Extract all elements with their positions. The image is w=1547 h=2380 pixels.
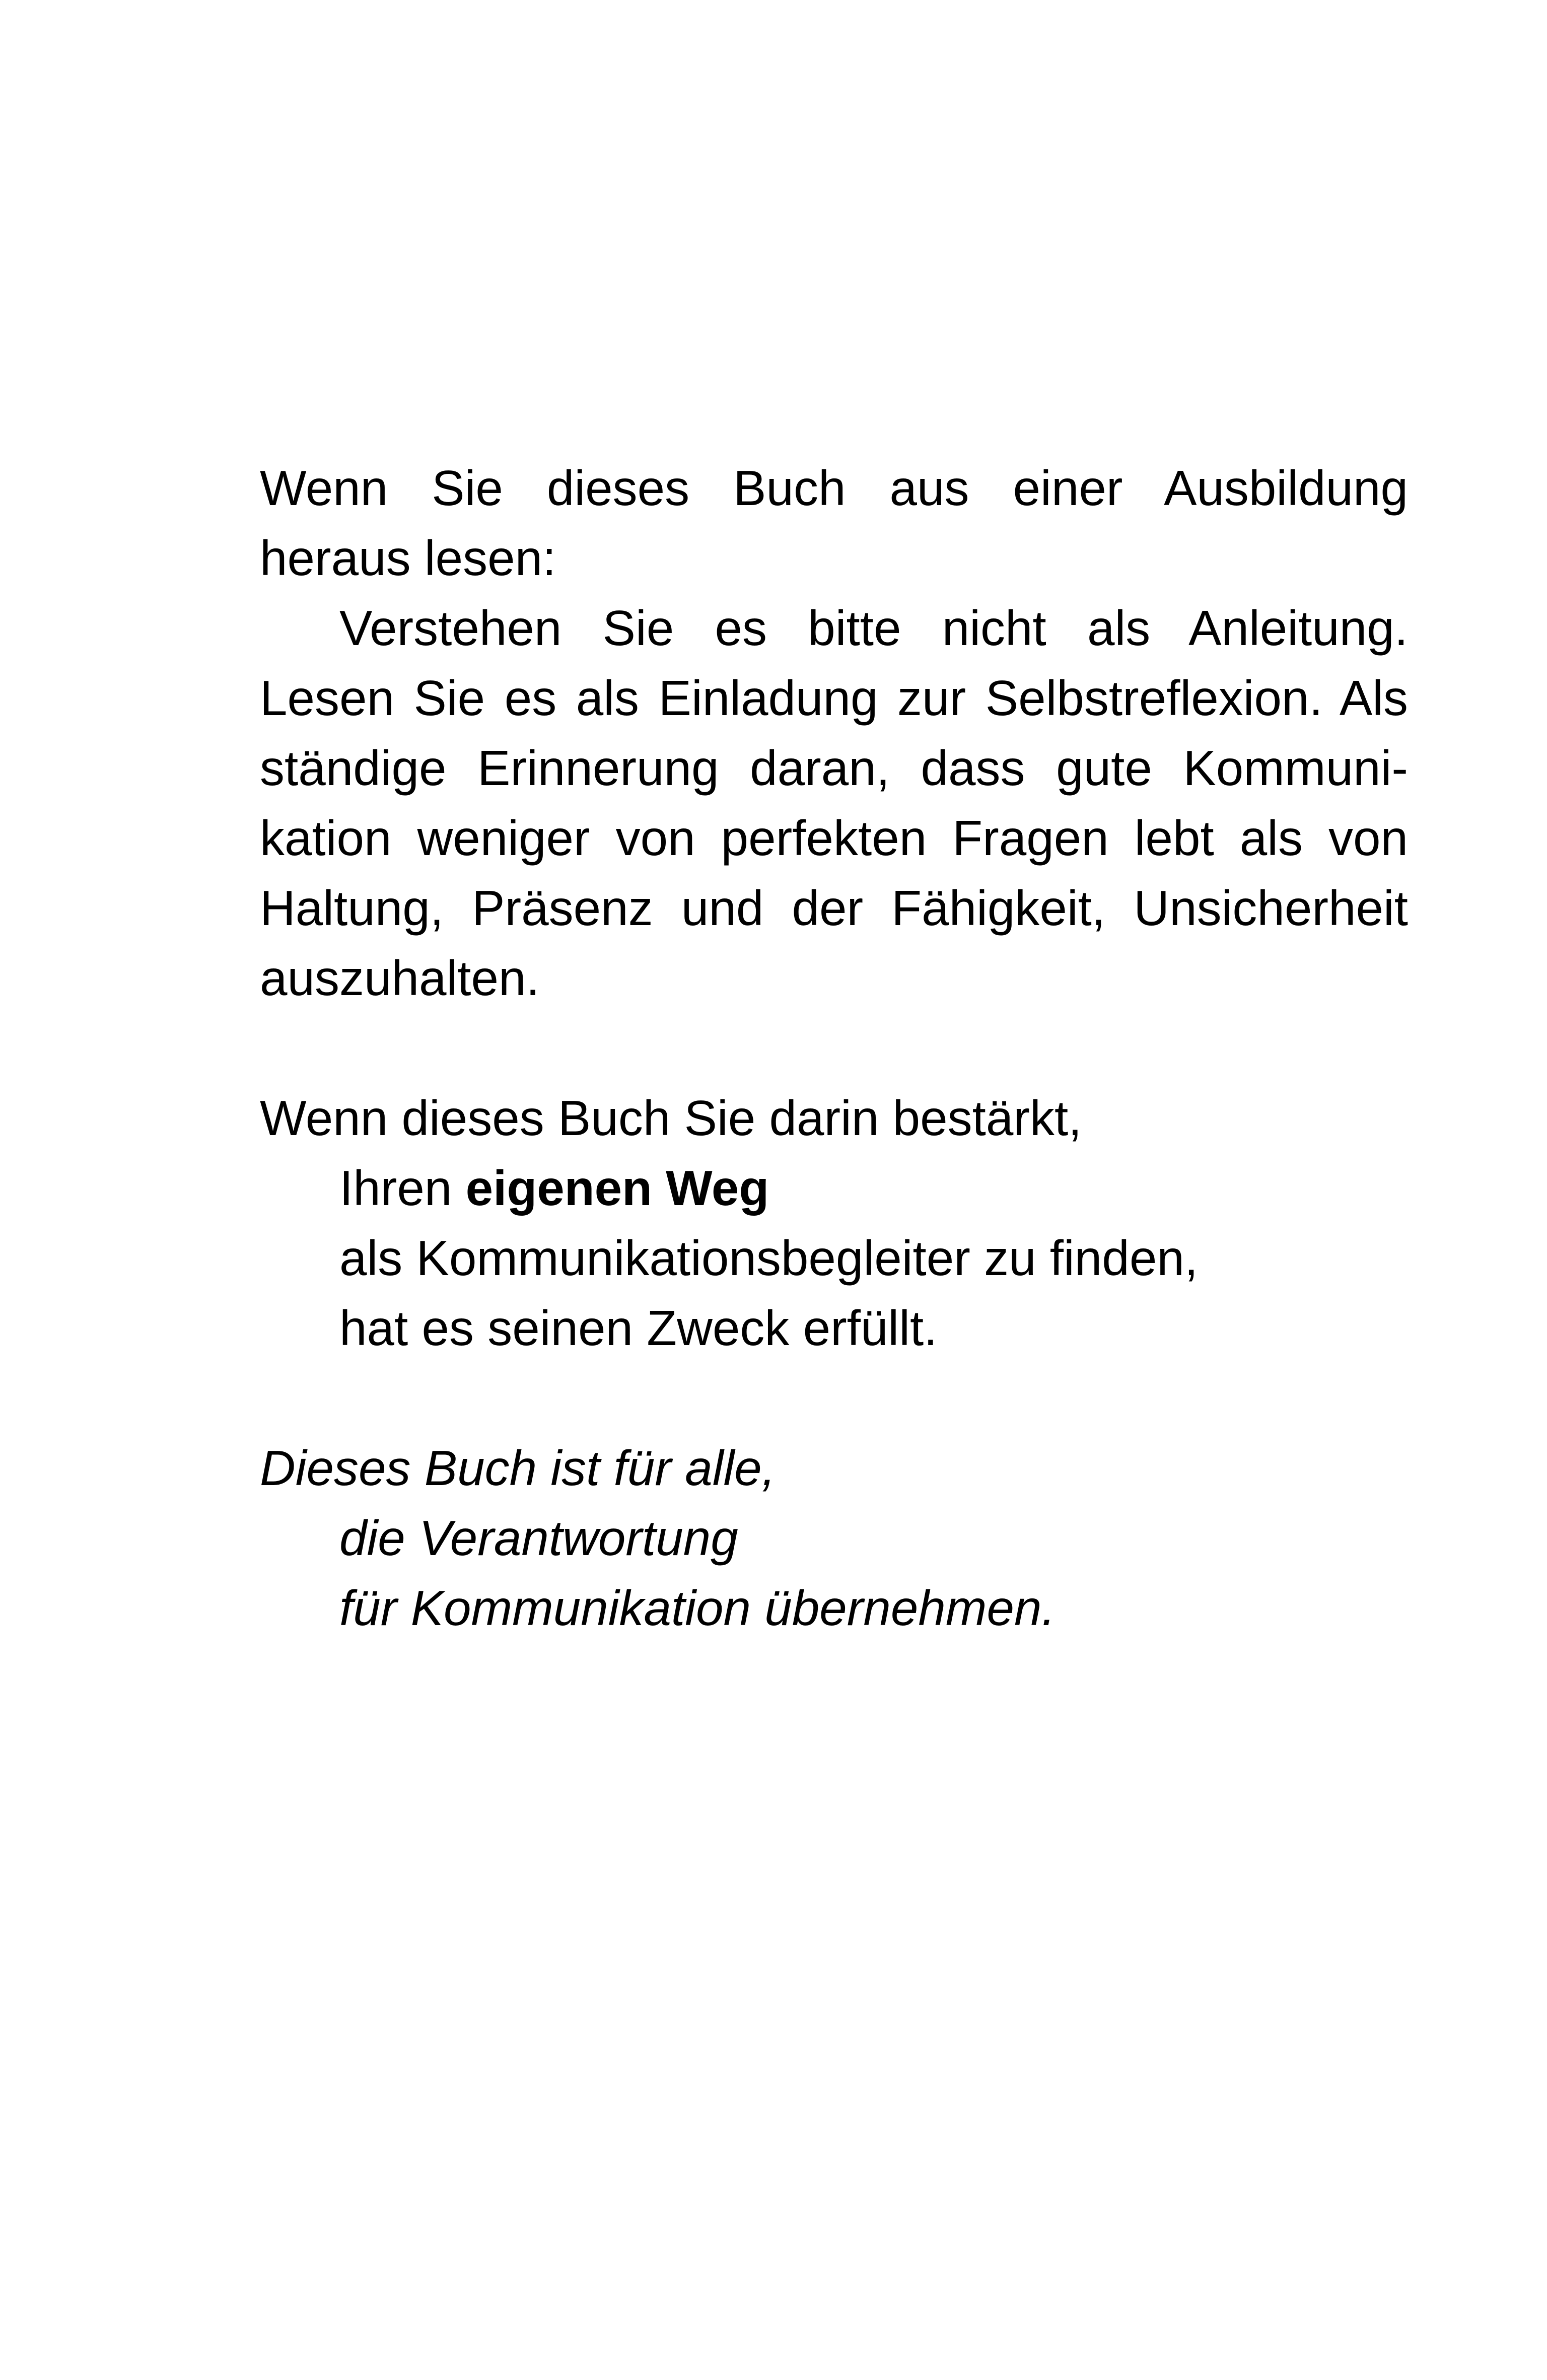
paragraph-3-line-2-prefix: Ihren (339, 1160, 466, 1216)
paragraph-gap (260, 1013, 1408, 1083)
paragraph-2-line-2: Lesen Sie es als Einladung zur Selbstreflexion. Als (260, 670, 1408, 726)
page-text (260, 453, 1408, 1643)
paragraph-gap (260, 1363, 1408, 1433)
paragraph-2-line-6: auszuhalten. (260, 950, 540, 1006)
emphasis-eigenen-weg: eigenen Weg (465, 1160, 769, 1216)
paragraph-2-line-3: ständige Erinnerung daran, dass gute Kommuni- (260, 740, 1408, 796)
paragraph-3-line-3: als Kommunikationsbegleiter zu finden, (339, 1230, 1199, 1286)
paragraph-3-line-2 (260, 1153, 1408, 1223)
paragraph-4-line-3: für Kommunikation übernehmen. (339, 1580, 1056, 1636)
paragraph-2-line-5: Haltung, Präsenz und der Fähigkeit, Unsicherheit (260, 880, 1408, 936)
paragraph-1-line-2: heraus lesen: (260, 530, 556, 586)
paragraph-1-line-1: Wenn Sie dieses Buch aus einer Ausbildung (260, 460, 1408, 516)
paragraph-2-line-1: Verstehen Sie es bitte nicht als Anleitung. (339, 600, 1408, 656)
paragraph-2-line-4: kation weniger von perfekten Fragen lebt als von (260, 810, 1408, 866)
paragraph-4-line-1: Dieses Buch ist für alle, (260, 1440, 776, 1496)
paragraph-3-line-4: hat es seinen Zweck erfüllt. (339, 1300, 938, 1356)
paragraph-4-line-2: die Verantwortung (339, 1510, 738, 1566)
paragraph-3-line-1: Wenn dieses Buch Sie darin bestärkt, (260, 1090, 1082, 1146)
